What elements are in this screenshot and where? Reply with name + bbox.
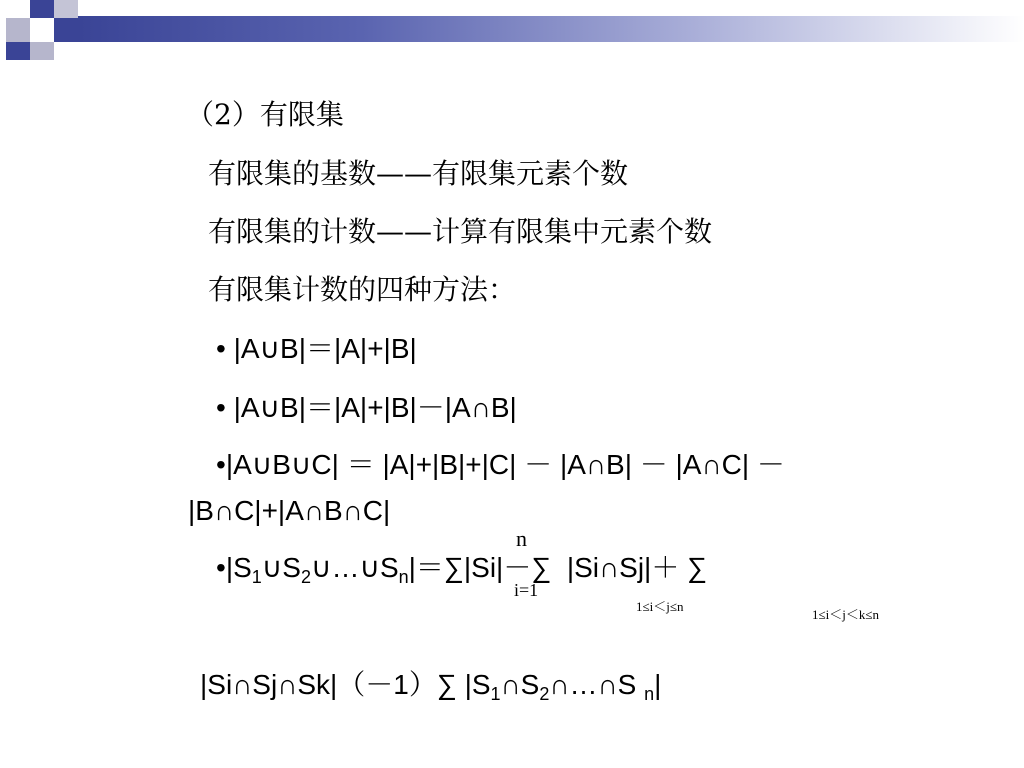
bullet: •	[216, 552, 226, 583]
formula-3-continued: |B∩C|+|A∩B∩C|	[188, 495, 391, 526]
formula-3	[216, 448, 785, 482]
subscript: 1	[490, 684, 501, 704]
decor-square-navy-mid	[54, 18, 78, 42]
header-bar	[78, 16, 1024, 42]
subscript: n	[398, 567, 409, 587]
subscript: 2	[539, 684, 550, 704]
formula-4-lower-limit: i=1	[514, 580, 539, 600]
formula-1	[216, 332, 417, 366]
bullet: •	[216, 449, 226, 480]
formula-4-s2: ∪S	[261, 552, 301, 583]
formula-4-eq: |＝∑|Si|－∑	[408, 552, 552, 583]
formula-3-line-1: |A∪B∪C| ＝ |A|+|B|+|C| － |A∩B| － |A∩C| －	[225, 449, 785, 480]
formula-5-c: ∩…∩S	[549, 669, 645, 700]
formula-5-a: |Si∩Sj∩Sk|（－1）∑ |S	[200, 669, 491, 700]
formula-5-d: |	[654, 669, 662, 700]
text-line-counting: 有限集的计数——计算有限集中元素个数	[208, 215, 713, 248]
formula-4-s1: |S	[225, 552, 252, 583]
formula-5-b: ∩S	[500, 669, 540, 700]
subscript: 2	[300, 567, 311, 587]
decor-square-gray-bottom	[30, 42, 54, 60]
formula-2-text: |A∪B|＝|A|+|B|－|A∩B|	[233, 392, 517, 423]
subscript: 1	[251, 567, 262, 587]
formula-2	[216, 391, 517, 425]
text-line-cardinality: 有限集的基数——有限集元素个数	[208, 157, 629, 190]
subscript: n	[644, 684, 655, 704]
bullet: •	[216, 333, 226, 364]
decor-square-navy-top	[30, 0, 54, 18]
formula-4-triple-limit: 1≤i＜j＜k≤n	[812, 607, 879, 622]
formula-1-text: |A∪B|＝|A|+|B|	[233, 333, 417, 364]
formula-5	[200, 668, 661, 702]
decor-square-gray-top	[54, 0, 78, 18]
decor-square-gray-left	[6, 18, 30, 42]
formula-4-pair-limit: 1≤i＜j≤n	[636, 599, 684, 614]
formula-4-pair: |Si∩Sj|＋ ∑	[566, 552, 708, 583]
text-line-methods: 有限集计数的四种方法：	[208, 273, 517, 306]
formula-4-upper-limit: n	[516, 526, 527, 551]
formula-4-s3: ∪…∪S	[310, 552, 399, 583]
bullet: •	[216, 392, 226, 423]
formula-4	[216, 551, 707, 585]
decor-square-navy-left	[6, 42, 30, 60]
section-heading: （2）有限集	[186, 98, 344, 131]
